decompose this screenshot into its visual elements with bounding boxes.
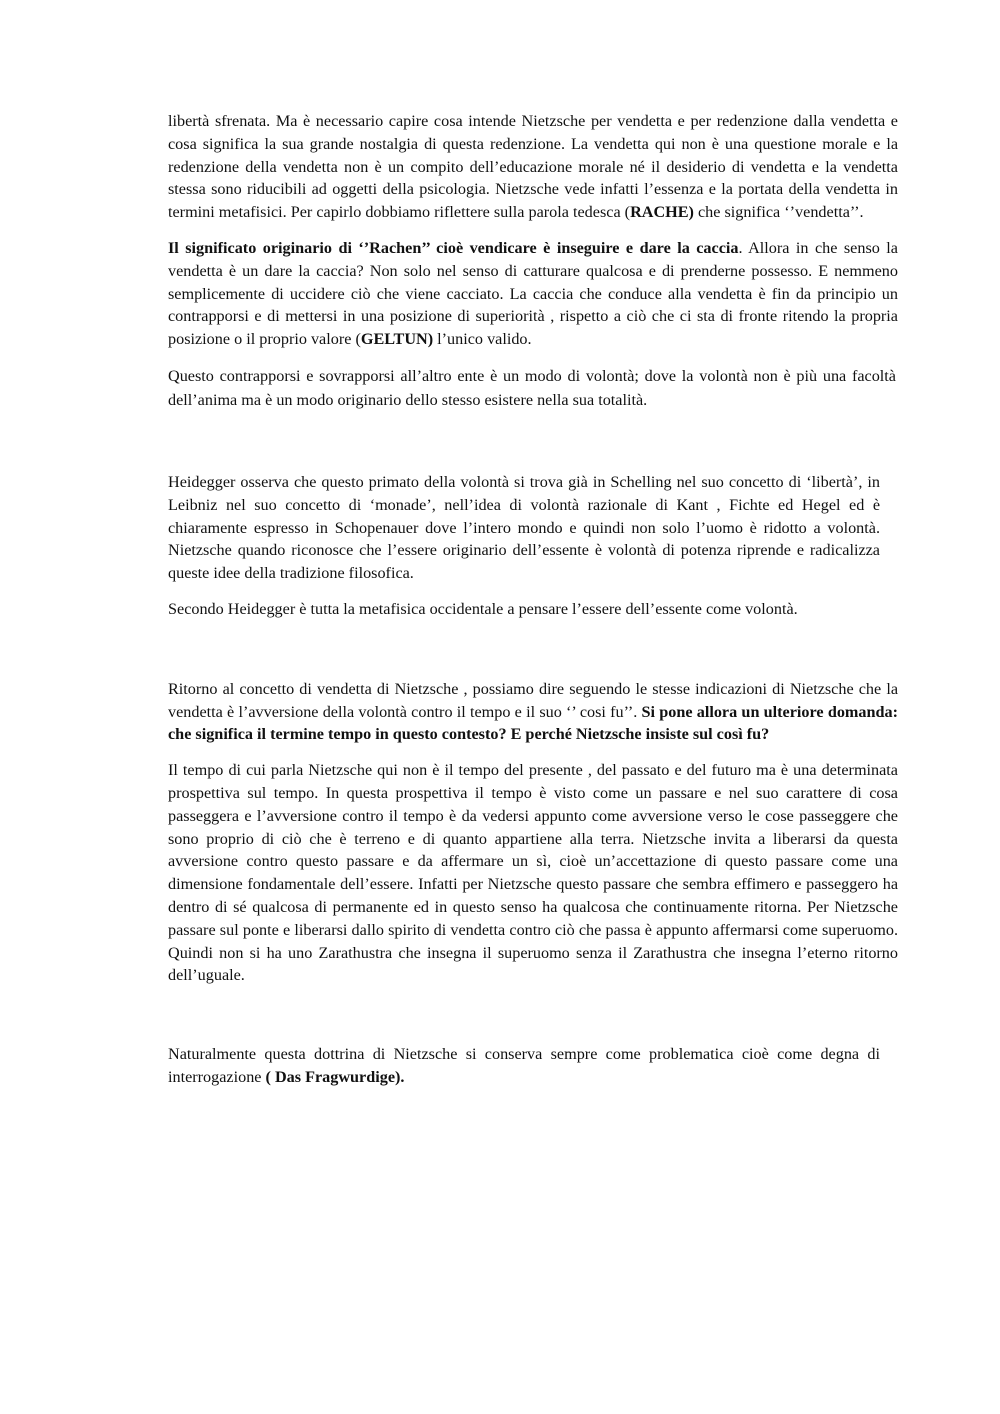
- paragraph-vendetta-intro: [168, 110, 898, 224]
- bold-term-fragwurdige: ( Das Fragwurdige).: [265, 1067, 405, 1086]
- bold-lead-rachen: Il significato originario di ‘’Rachen’’ cioè vendicare è inseguire e dare la caccia: [168, 238, 739, 257]
- paragraph-volonta: [168, 364, 896, 412]
- paragraph-text: che significa ‘’vendetta’’.: [693, 203, 864, 222]
- paragraph-text: Ritorno al concetto di vendetta di Nietzsche , possiamo dire seguendo le stesse indicazioni di Nietzsche che la vendetta è l’avversione della volontà contro il tempo e il suo ‘’ cosi fu’’.: [168, 679, 898, 721]
- paragraph-spacer: [168, 1000, 898, 1043]
- paragraph-text: Naturalmente questa dottrina di Nietzsche si conserva sempre come problematica cioè come degna di interrogazione: [168, 1045, 880, 1086]
- bold-term-rache: RACHE): [630, 203, 694, 222]
- paragraph-text: libertà sfrenata. Ma è necessario capire cosa intende Nietzsche per vendetta e per redenzione dalla vendetta e cosa significa la sua grande nostalgia di questa redenzione. La vendetta qui non è una questione morale e la redenzione della vendetta non è un compito dell’educazione morale né il desiderio di vendetta e la vendetta stessa sono riducibili ad oggetti della psicologia. Nietzsche vede infatti l’essenza e la portata della vendetta in termini metafisici. Per capirlo dobbiamo riflettere sulla parola tedesca (: [168, 112, 898, 222]
- document-page: [168, 110, 898, 1089]
- paragraph-conclusione: [168, 1043, 880, 1089]
- paragraph-text: l’unico valido.: [433, 330, 532, 349]
- paragraph-text: Heidegger osserva che questo primato della volontà si trova già in Schelling nel suo concetto di ‘libertà’, in Leibniz nel suo concetto di ‘monade’, nell’idea di volontà razionale di Kant , Fichte ed Hegel ed è chiaramente espresso in Schopenauer dove l’intero mondo e quindi non solo l’uomo è ridotto a volontà. Nietzsche quando riconosce che l’essere originario dell’essente è volontà di potenza riprende e radicalizza queste idee della tradizione filosofica.: [168, 472, 880, 583]
- paragraph-text: Questo contrapporsi e sovrapporsi all’altro ente è un modo di volontà; dove la volontà non è più una facoltà dell’anima ma è un modo originario dello stesso esistere nella sua totalità.: [168, 366, 896, 409]
- paragraph-rachen-meaning: [168, 237, 898, 351]
- paragraph-tempo: [168, 759, 898, 987]
- paragraph-ritorno-vendetta: [168, 678, 898, 746]
- bold-term-geltun: GELTUN): [360, 330, 434, 349]
- paragraph-heidegger-primato: [168, 471, 880, 585]
- paragraph-text: . Allora in che senso la vendetta è un dare la caccia? Non solo nel senso di catturare qualcosa e di prenderne possesso. E nemmeno semplicemente di uccidere ciò che viene cacciato. La caccia che conduce alla vendetta è fin da principio un contrapporsi e di mettersi in una posizione di superiorità , rispetto a ciò che ci sta di fronte ritendo la propria posizione o il proprio valore (: [168, 238, 898, 349]
- paragraph-spacer: [168, 425, 898, 471]
- paragraph-metafisica: [168, 598, 880, 621]
- paragraph-text: Secondo Heidegger è tutta la metafisica occidentale a pensare l’essere dell’essente come volontà.: [168, 599, 798, 618]
- paragraph-spacer: [168, 634, 898, 678]
- bold-question: Si pone allora un ulteriore domanda: che significa il termine tempo in questo contesto? E perché Nietzsche insiste sul così fu?: [168, 702, 898, 744]
- paragraph-text: Il tempo di cui parla Nietzsche qui non è il tempo del presente , del passato e del futuro ma è una determinata prospettiva sul tempo. In questa prospettiva il tempo è visto come un passare e nel suo carattere di cosa passeggera e l’avversione contro il tempo è da vedersi appunto come avversione verso le cose passeggere che sono proprio di ciò che è terreno e di quanto appartiene alla terra. Nietzsche invita a liberarsi da questa avversione contro questo passare e da affermare un sì, cioè un’accettazione di questo passare come una dimensione fondamentale dell’essere. Infatti per Nietzsche questo passare che sembra effimero e passeggero ha dentro di sé qualcosa di permanente ed in questo senso ha qualcosa che continuamente ritorna. Per Nietzsche passare sul ponte e liberarsi dallo spirito di vendetta contro ciò che passa è appunto affermarsi come superuomo. Quindi non si ha uno Zarathustra che insegna il superuomo senza il Zarathustra che insegna l’eterno ritorno dell’uguale.: [168, 761, 898, 985]
